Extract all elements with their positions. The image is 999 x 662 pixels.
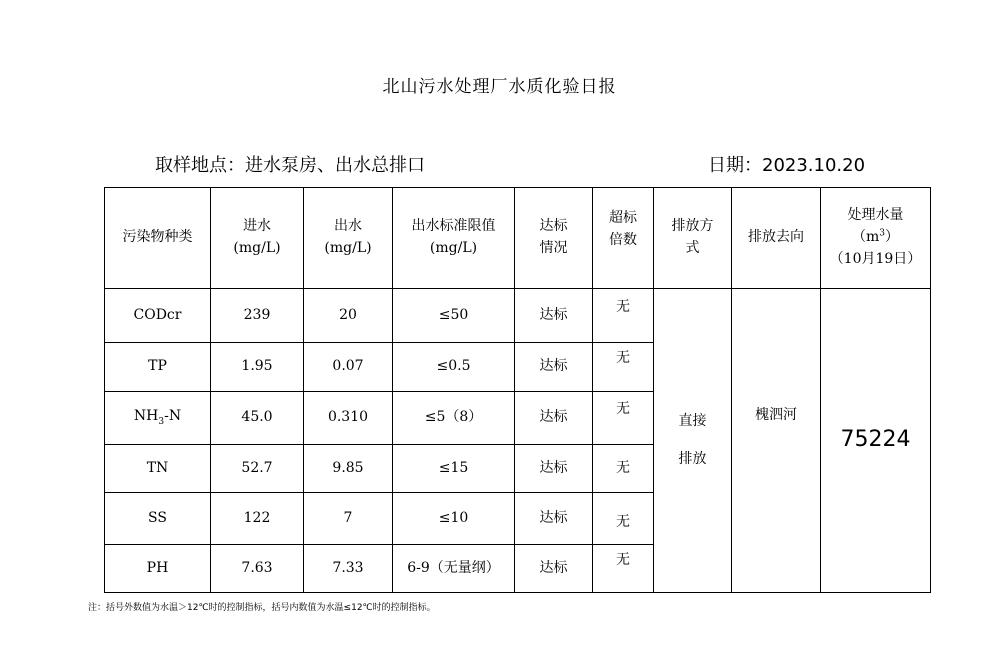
header-pollutant: 污染物种类: [105, 188, 211, 289]
influent-cell: 7.63: [211, 545, 304, 593]
header-influent: 进水 (mg/L): [211, 188, 304, 289]
effluent-cell: 7.33: [304, 545, 393, 593]
header-compliance: 达标 情况: [515, 188, 593, 289]
header-limit: 出水标准限值 (mg/L): [393, 188, 515, 289]
effluent-cell: 0.310: [304, 392, 393, 445]
pollutant-cell: $NH_3-N$: [105, 392, 211, 445]
exceed-cell: 无: [593, 445, 654, 493]
compliance-cell: 达标: [515, 545, 593, 593]
exceed-cell: 无: [593, 392, 654, 445]
exceed-cell: 无: [593, 493, 654, 545]
discharge-destination-cell: 槐泗河: [732, 289, 821, 593]
discharge-method-cell: 直接 排放: [654, 289, 732, 593]
influent-cell: 52.7: [211, 445, 304, 493]
influent-cell: 45.0: [211, 392, 304, 445]
footnote: 注：括号外数值为水温＞12℃时的控制指标，括号内数值为水温≤12℃时的控制指标。: [88, 603, 436, 613]
treated-volume-cell: 75224: [821, 289, 931, 593]
limit-cell: ≤0.5: [393, 343, 515, 392]
report-title: 北山污水处理厂水质化验日报: [382, 77, 617, 97]
header-volume: 处理水量 $(m^3)$ （10月19日）: [821, 188, 931, 289]
report-date: 日期：2023.10.20: [708, 155, 866, 176]
water-quality-table: [104, 187, 931, 593]
pollutant-cell: TN: [105, 445, 211, 493]
compliance-cell: 达标: [515, 392, 593, 445]
compliance-cell: 达标: [515, 289, 593, 343]
influent-cell: 1.95: [211, 343, 304, 392]
compliance-cell: 达标: [515, 343, 593, 392]
effluent-cell: 20: [304, 289, 393, 343]
effluent-cell: 0.07: [304, 343, 393, 392]
header-destination: 排放去向: [732, 188, 821, 289]
exceed-cell: 无: [593, 343, 654, 392]
pollutant-cell: TP: [105, 343, 211, 392]
table-row: [105, 289, 931, 343]
compliance-cell: 达标: [515, 493, 593, 545]
header-effluent: 出水 (mg/L): [304, 188, 393, 289]
limit-cell: ≤10: [393, 493, 515, 545]
compliance-cell: 达标: [515, 445, 593, 493]
header-row: [105, 188, 931, 289]
exceed-cell: 无: [593, 289, 654, 343]
limit-cell: ≤50: [393, 289, 515, 343]
header-method: 排放方 式: [654, 188, 732, 289]
effluent-cell: 9.85: [304, 445, 393, 493]
effluent-cell: 7: [304, 493, 393, 545]
limit-cell: ≤15: [393, 445, 515, 493]
exceed-cell: 无: [593, 545, 654, 593]
limit-cell: 6-9（无量纲）: [393, 545, 515, 593]
influent-cell: 239: [211, 289, 304, 343]
pollutant-cell: CODcr: [105, 289, 211, 343]
pollutant-cell: SS: [105, 493, 211, 545]
pollutant-cell: PH: [105, 545, 211, 593]
influent-cell: 122: [211, 493, 304, 545]
header-exceed: 超标 倍数: [593, 188, 654, 289]
sampling-location: 取样地点：进水泵房、出水总排口: [155, 155, 425, 176]
limit-cell: ≤5（8）: [393, 392, 515, 445]
